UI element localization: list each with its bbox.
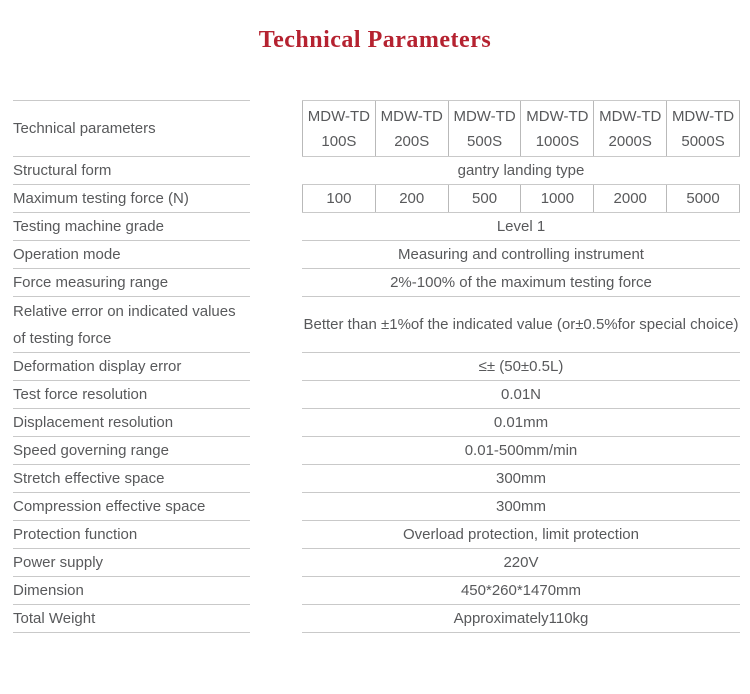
row-label: Total Weight bbox=[13, 605, 250, 633]
column-gap bbox=[250, 269, 302, 297]
row-value: 300mm bbox=[302, 465, 740, 493]
column-gap bbox=[250, 353, 302, 381]
column-gap bbox=[250, 157, 302, 185]
row-label: Protection function bbox=[13, 521, 250, 549]
model-series: MDW-TD bbox=[671, 107, 735, 125]
row-label: Displacement resolution bbox=[13, 409, 250, 437]
row-value: 0.01mm bbox=[302, 409, 740, 437]
model-series: MDW-TD bbox=[599, 107, 662, 125]
row-maximum-testing-force bbox=[13, 185, 750, 213]
column-gap bbox=[250, 381, 302, 409]
row-label: Test force resolution bbox=[13, 381, 250, 409]
row-compression-effective-space bbox=[13, 493, 750, 521]
column-gap bbox=[250, 465, 302, 493]
model-series: MDW-TD bbox=[453, 107, 516, 125]
row-value: 0.01N bbox=[302, 381, 740, 409]
model-header-500s bbox=[448, 101, 521, 156]
model-series: MDW-TD bbox=[526, 107, 589, 125]
model-header-1000s bbox=[520, 101, 593, 156]
row-label: Dimension bbox=[13, 577, 250, 605]
row-label: Relative error on indicated values of testing force bbox=[13, 297, 250, 353]
model-number: 2000S bbox=[608, 132, 652, 150]
column-gap bbox=[250, 409, 302, 437]
row-value: 300mm bbox=[302, 493, 740, 521]
row-structural-form bbox=[13, 157, 750, 185]
column-gap bbox=[250, 213, 302, 241]
model-header-100s bbox=[302, 101, 375, 156]
model-series: MDW-TD bbox=[380, 107, 443, 125]
model-number: 100S bbox=[321, 132, 357, 150]
row-displacement-resolution bbox=[13, 409, 750, 437]
row-value: Level 1 bbox=[302, 213, 740, 241]
row-power-supply bbox=[13, 549, 750, 577]
row-value: 220V bbox=[302, 549, 740, 577]
force-value: 500 bbox=[448, 185, 521, 212]
force-value: 1000 bbox=[520, 185, 593, 212]
model-header-200s bbox=[375, 101, 448, 156]
row-label: Speed governing range bbox=[13, 437, 250, 465]
model-header-2000s bbox=[593, 101, 666, 156]
model-number: 1000S bbox=[535, 132, 580, 150]
row-value: ≤± (50±0.5L) bbox=[302, 353, 740, 381]
row-label: Testing machine grade bbox=[13, 213, 250, 241]
column-gap bbox=[250, 549, 302, 577]
row-value: Better than ±1%of the indicated value (or±0.5%for special choice) bbox=[302, 297, 740, 353]
row-speed-governing-range bbox=[13, 437, 750, 465]
column-gap bbox=[250, 241, 302, 269]
row-label: Operation mode bbox=[13, 241, 250, 269]
row-label: Compression effective space bbox=[13, 493, 250, 521]
row-relative-error bbox=[13, 297, 750, 353]
model-number: 5000S bbox=[681, 132, 725, 150]
row-value: 2%-100% of the maximum testing force bbox=[302, 269, 740, 297]
column-gap bbox=[250, 100, 302, 157]
force-value-cells bbox=[302, 185, 740, 213]
row-protection-function bbox=[13, 521, 750, 549]
column-gap bbox=[250, 493, 302, 521]
row-operation-mode bbox=[13, 241, 750, 269]
page-title: Technical Parameters bbox=[258, 27, 492, 53]
force-value: 100 bbox=[302, 185, 375, 212]
row-label: Stretch effective space bbox=[13, 465, 250, 493]
model-number: 500S bbox=[467, 132, 503, 150]
row-testing-machine-grade bbox=[13, 213, 750, 241]
row-value: 450*260*1470mm bbox=[302, 577, 740, 605]
column-gap bbox=[250, 297, 302, 353]
row-stretch-effective-space bbox=[13, 465, 750, 493]
row-dimension bbox=[13, 577, 750, 605]
row-deformation-display-error bbox=[13, 353, 750, 381]
row-label: Deformation display error bbox=[13, 353, 250, 381]
row-force-measuring-range bbox=[13, 269, 750, 297]
technical-parameters-table bbox=[13, 100, 750, 633]
row-value: Measuring and controlling instrument bbox=[302, 241, 740, 269]
force-value: 2000 bbox=[593, 185, 666, 212]
force-value: 5000 bbox=[666, 185, 740, 212]
row-value: Overload protection, limit protection bbox=[302, 521, 740, 549]
column-gap bbox=[250, 577, 302, 605]
model-header-cells bbox=[302, 100, 740, 157]
model-header-5000s bbox=[666, 101, 740, 156]
row-total-weight bbox=[13, 605, 750, 633]
column-gap bbox=[250, 605, 302, 633]
column-gap bbox=[250, 437, 302, 465]
row-label: Structural form bbox=[13, 157, 250, 185]
model-series: MDW-TD bbox=[307, 107, 371, 125]
row-test-force-resolution bbox=[13, 381, 750, 409]
row-value: Approximately110kg bbox=[302, 605, 740, 633]
column-gap bbox=[250, 185, 302, 213]
model-number: 200S bbox=[394, 132, 430, 150]
row-label: Force measuring range bbox=[13, 269, 250, 297]
row-label: Maximum testing force (N) bbox=[13, 185, 250, 213]
corner-label: Technical parameters bbox=[13, 100, 250, 157]
column-gap bbox=[250, 521, 302, 549]
row-label: Power supply bbox=[13, 549, 250, 577]
table-header-row bbox=[13, 100, 750, 157]
row-value: gantry landing type bbox=[302, 157, 740, 185]
row-value: 0.01-500mm/min bbox=[302, 437, 740, 465]
force-value: 200 bbox=[375, 185, 448, 212]
